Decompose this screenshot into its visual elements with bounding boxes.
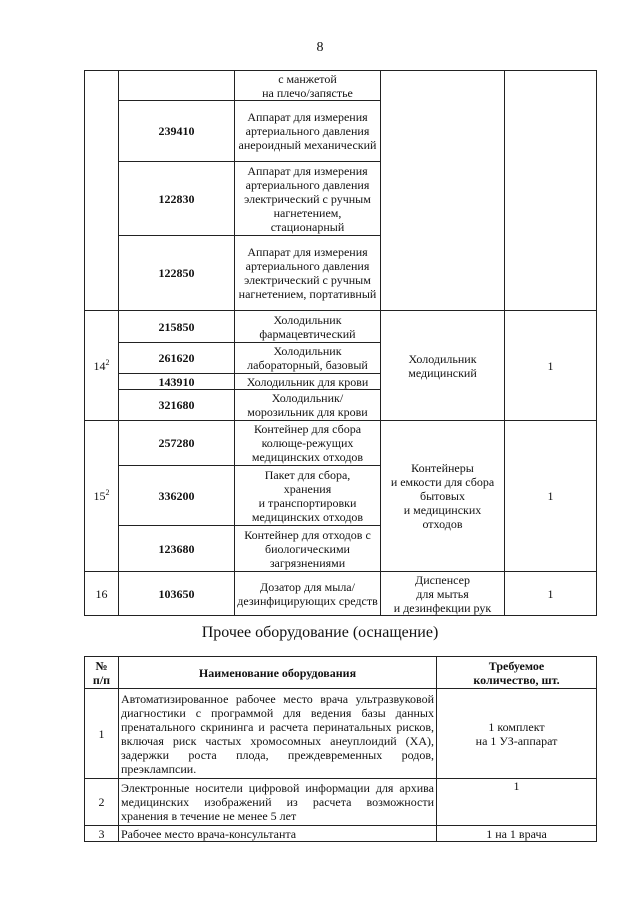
name-cell: Аппарат для измерения артериального давления электрический с ручным нагнетением, портативный: [235, 236, 381, 311]
row-number-cell: 1: [85, 689, 119, 779]
table-row: [85, 421, 597, 466]
row-number: 15: [93, 489, 106, 503]
name-cell: Контейнер для отходов с биологическими загрязнениями: [235, 526, 381, 572]
qty-cell: 1: [505, 421, 597, 572]
name-cell: Аппарат для измерения артериального давления анероидный механический: [235, 101, 381, 162]
code-cell: [119, 71, 235, 101]
name-cell: Контейнер для сбора колюще-режущих медицинских отходов: [235, 421, 381, 466]
row-number-cell: 3: [85, 826, 119, 842]
header-qty: Требуемое количество, шт.: [437, 657, 597, 689]
group-name-cell: Контейнеры и емкости для сбора бытовых и медицинских отходов: [381, 421, 505, 572]
qty-cell: 1: [505, 311, 597, 421]
name-cell: Аппарат для измерения артериального давления электрический с ручным нагнетением, стационарный: [235, 162, 381, 236]
table-row: [85, 689, 597, 779]
table-row: [85, 572, 597, 616]
code-cell: 122850: [119, 236, 235, 311]
row-number: 14: [93, 358, 106, 373]
qty-cell: 1 комплект на 1 УЗ-аппарат: [437, 689, 597, 779]
row-number-sup: 2: [105, 357, 110, 367]
table-row: [85, 826, 597, 842]
section-title: Прочее оборудование (оснащение): [201, 624, 439, 641]
group-name-cell: Диспенсер для мытья и дезинфекции рук: [381, 572, 505, 616]
table-header-row: [85, 657, 597, 689]
name-cell: с манжетой на плечо/запястье: [235, 71, 381, 101]
qty-cell: 1 на 1 врача: [437, 826, 597, 842]
code-cell: 123680: [119, 526, 235, 572]
equipment-table: [84, 70, 597, 616]
name-cell: Холодильник лабораторный, базовый: [235, 343, 381, 374]
code-cell: 239410: [119, 101, 235, 162]
row-number-cell: 2: [85, 779, 119, 826]
name-cell: Холодильник/ морозильник для крови: [235, 390, 381, 421]
name-cell: Рабочее место врача-консультанта: [119, 826, 437, 842]
code-cell: 122830: [119, 162, 235, 236]
name-cell: Автоматизированное рабочее место врача ультразвуковой диагностики с программой для ведения базы данных пренатального скрининга и расчета перинатальных рисков, включая риск частых хромосомных анеуплоидий (ХА), задержки роста плода, преждевременных родов, преэклампсии.: [119, 689, 437, 779]
group-name-cell: Холодильник медицинский: [381, 311, 505, 421]
row-number-cell: [85, 421, 119, 572]
row-number-cell: 16: [85, 572, 119, 616]
code-cell: 215850: [119, 311, 235, 343]
header-num: № п/п: [85, 657, 119, 689]
code-cell: 336200: [119, 466, 235, 526]
row-number-cell: [85, 311, 119, 421]
code-cell: 103650: [119, 572, 235, 616]
name-cell: Холодильник фармацевтический: [235, 311, 381, 343]
qty-cell: [505, 71, 597, 311]
name-cell: Электронные носители цифровой информации для архива медицинских изображений из расчета возможности хранения в течение не менее 5 лет: [119, 779, 437, 826]
qty-cell: 1: [437, 779, 597, 826]
code-cell: 321680: [119, 390, 235, 421]
code-cell: 143910: [119, 374, 235, 390]
code-cell: 257280: [119, 421, 235, 466]
table-row: [85, 779, 597, 826]
name-cell: Дозатор для мыла/ дезинфицирующих средств: [235, 572, 381, 616]
code-cell: 261620: [119, 343, 235, 374]
table-row: [85, 71, 597, 101]
table-row: [85, 311, 597, 343]
name-cell: Холодильник для крови: [235, 374, 381, 390]
header-name: Наименование оборудования: [119, 657, 437, 689]
other-equipment-table: [84, 656, 597, 842]
row-number-cell: [85, 71, 119, 311]
name-cell: Пакет для сбора, хранения и транспортировки медицинских отходов: [235, 466, 381, 526]
qty-cell: 1: [505, 572, 597, 616]
row-number-sup: 2: [105, 488, 110, 497]
page-number: 8: [316, 40, 324, 55]
group-name-cell: [381, 71, 505, 311]
